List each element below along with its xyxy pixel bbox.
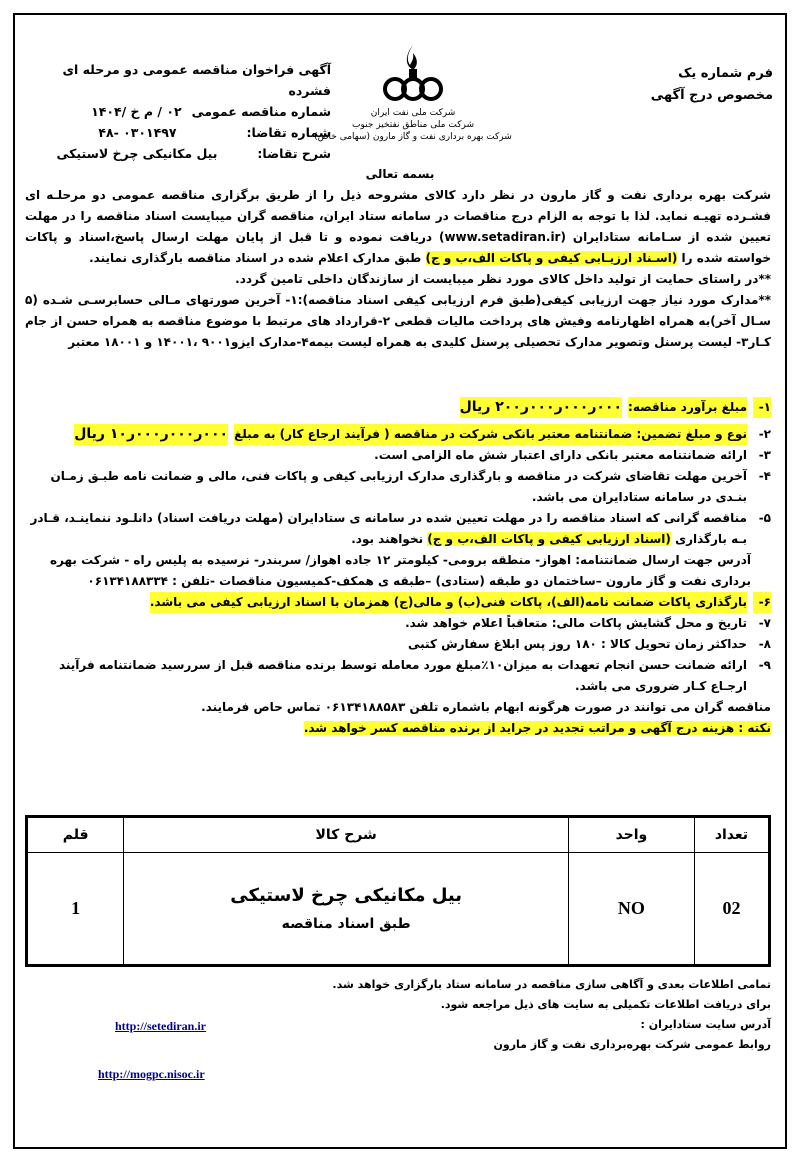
intro-p1-highlight: (اسـناد ارزیـابی کیفی و پاکات الف،ب و ج) xyxy=(425,251,678,265)
request-desc-row xyxy=(31,143,331,164)
tender-info xyxy=(31,59,331,164)
company-name-1: شرکت ملی نفت ایران xyxy=(370,108,456,118)
item-5-end: نخواهند بود. xyxy=(351,532,424,546)
footer-line-1: تمامی اطلاعات بعدی و آگاهی سازی مناقصه در سامانه ستاد بارگزاری خواهد شد. xyxy=(332,978,771,991)
item-9-text: ارائه ضمانت حسن انجام تعهدات به میزان۱۰٪مبلغ مورد معامله توسط برنده مناقصه قبل از سررسید ضمانتنامه فرآیند ارجـاع کـار ضروری می باشد. xyxy=(58,658,747,693)
company-logo xyxy=(314,41,512,143)
item-4: ۴- آخرین مهلت تقاضای شرکت در مناقصه و بارگذاری مدارک ارزیابی کیفی و پاکات فنی، مالی و ضمانت نامه طبـق زمـان بنـدی در سامانه ستادایران می باشد. xyxy=(25,466,771,508)
item-7-text: تاریخ و محل گشایش پاکات مالی: متعاقباً اعلام خواهد شد. xyxy=(405,616,747,630)
footer-line-3: آدرس سایت ستادایران : xyxy=(640,1018,771,1031)
item-5: ۵- مناقصه گرانی که اسناد مناقصه را در مهلت تعیین شده در سامانه ی ستادایران (مهلت دریافت اسناد) دانلـود ننماینـد، قـادر بـه بارگذاری (اسناد ارزیابی کیفی و پاکات الف،ب و ج) نخواهند بود. xyxy=(30,511,771,546)
cell-qty: 02 xyxy=(694,853,768,965)
intro-text xyxy=(25,185,771,353)
intro-p1-end: طبق مدارک اعلام شده در اسناد مناقصه بارگذاری نمایند. xyxy=(89,251,422,265)
item-1-value: ۰۰۰ر۰۰۰ر۰۰۰ر۲۰۰ ریال xyxy=(460,397,622,418)
cell-desc-2: طبق اسناد مناقصه xyxy=(281,916,411,932)
col-unit-header: واحد xyxy=(568,818,694,853)
item-5-highlight: (اسناد ارزیابی کیفی و پاکات الف،ب و ج) xyxy=(427,532,671,546)
mogpc-link[interactable]: http://mogpc.nisoc.ir xyxy=(98,1067,205,1081)
contact: مناقصه گران می توانند در صورت هرگونه ابهام باشماره تلفن ۰۶۱۳۴۱۸۸۵۸۳ تماس حاص فرمایند. xyxy=(201,700,771,714)
table-row xyxy=(28,853,769,965)
basmala: بسمه تعالی xyxy=(365,167,435,181)
item-9: ۹- ارائه ضمانت حسن انجام تعهدات به میزان۱۰٪مبلغ مورد معامله توسط برنده مناقصه قبل از سررسید ضمانتنامه فرآیند ارجـاع کـار ضروری می باشد. xyxy=(25,655,771,697)
col-qty-header: تعداد xyxy=(694,818,768,853)
item-2-text: نوع و مبلغ تضمین: ضمانتنامه معتبر بانکی شرکت در مناقصه ( فرآیند ارجاع کار) به مبلغ xyxy=(234,424,747,445)
item-3: ۳- ارائه ضمانتنامه معتبر بانکی دارای اعتبار شش ماه الزامی است. xyxy=(25,445,771,466)
footer xyxy=(25,975,771,1055)
form-number: فرم شماره یک xyxy=(678,66,773,81)
item-6-text: بارگذاری پاکات ضمانت نامه(الف)، پاکات فنی(ب) و مالی(ج) همزمان با اسناد ارزیابی کیفی می باشد. xyxy=(150,592,747,613)
company-name-2: شرکت ملی مناطق نفتخیز جنوب xyxy=(352,120,474,130)
nioc-logo-icon xyxy=(378,41,448,103)
footer-line-2: برای دریافت اطلاعات تکمیلی به سایت های ذیل مراجعه شود. xyxy=(440,998,771,1011)
notice-page xyxy=(13,13,787,1149)
request-desc-value: بیل مکانیکی چرخ لاستیکی xyxy=(56,146,218,161)
table-header-row xyxy=(28,818,769,853)
request-number-row xyxy=(31,122,331,143)
goods-table xyxy=(25,815,771,967)
item-6: ۶- بارگذاری پاکات ضمانت نامه(الف)، پاکات فنی(ب) و مالی(ج) همزمان با اسناد ارزیابی کیفی می باشد. xyxy=(25,592,771,613)
header xyxy=(15,15,785,181)
intro-p1: شرکت بهره برداری نفت و گاز مارون در نظر دارد کالای مشروحه ذیل را از طریق برگزاری مناقصه عمومی دو مرحلـه ای فشـرده تهیـه نماید. لذا با توجه به الزام درج مناقصات در سامانه ستاد ایران، مناقصه گران میبایست اسناد مناقصه را در مهلت تعیین شده از سـامانه ستادایران (www.setadiran.ir) دریافت نموده و تا قبل از پایان مهلت ارسال پاسخ،اسناد و پاکات خواسته شده را xyxy=(25,188,772,265)
form-use: مخصوص درج آگهی xyxy=(650,88,773,103)
col-item-header: قلم xyxy=(28,818,124,853)
col-desc-header: شرح کالا xyxy=(124,818,569,853)
note-text: نکته : هزینه درج آگهی و مراتب تجدید در جراید از برنده مناقصه کسر خواهد شد. xyxy=(303,721,771,735)
setadiran-link[interactable]: http://setediran.ir xyxy=(115,1019,206,1033)
intro-paragraph xyxy=(25,185,771,269)
request-number-value: ۰۳۰۱۴۹۷ -۴۸ xyxy=(98,125,177,140)
cell-item: 1 xyxy=(28,853,124,965)
item-1-label: مبلغ برآورد مناقصه: xyxy=(628,397,747,418)
form-info xyxy=(651,63,773,107)
item-1: ۱- مبلغ برآورد مناقصه: ۰۰۰ر۰۰۰ر۰۰۰ر۲۰۰ ریال xyxy=(25,397,771,418)
note xyxy=(25,718,771,739)
intro-p2: **در راستای حمایت از تولید داخل کالای مورد نظر میبایست از سازندگان داخلی تامین گردد. xyxy=(235,272,771,286)
request-desc-label: شرح تقاضا: xyxy=(257,146,331,161)
item-4-text: آخرین مهلت تقاضای شرکت در مناقصه و بارگذاری مدارک ارزیابی کیفی و پاکات فنی، مالی و ضمانت نامه طبـق زمـان بنـدی در سامانه ستادایران می باشد. xyxy=(50,469,747,504)
cell-desc-1: بیل مکانیکی چرخ لاستیکی xyxy=(230,885,463,906)
tender-items xyxy=(25,397,771,739)
cell-unit: NO xyxy=(568,853,694,965)
cell-desc xyxy=(124,853,569,965)
item-2: ۲- نوع و مبلغ تضمین: ضمانتنامه معتبر بانکی شرکت در مناقصه ( فرآیند ارجاع کار) به مبلغ ۰۰۰ر۰۰۰ر۰۰۰ر۱۰ ریال xyxy=(25,424,771,445)
item-3-text: ارائه ضمانتنامه معتبر بانکی دارای اعتبار شش ماه الزامی است. xyxy=(374,448,747,462)
tender-number-row xyxy=(31,101,331,122)
footer-line-4: روابط عمومی شرکت بهره‌برداری نفت و گاز مارون xyxy=(493,1038,771,1051)
request-number-label: شماره تقاضا: xyxy=(246,125,331,140)
notice-title: آگهی فراخوان مناقصه عمومی دو مرحله ای فشرده xyxy=(62,62,331,98)
address xyxy=(25,550,771,592)
item-2-value: ۰۰۰ر۰۰۰ر۰۰۰ر۱۰ ریال xyxy=(74,424,228,445)
item-8-text: حداکثر زمان تحویل کالا : ۱۸۰ روز پس ابلاغ سفارش کتبی xyxy=(408,637,747,651)
intro-p3: **مدارک مورد نیاز جهت ارزیابی کیفی(طبق فرم ارزیابی کیفی اسناد مناقصه):۱- آخرین صورتهای مـالی حسابرسـی شـده (۵ سـال آخر)به همراه اظهارنامه وفیش های پرداخت مالیات قطعی ۲-قرارداد های مرتبط با موضوع مناقصه به همراه حسن از جام کـار۳- لیست پرسنل وتصویر مدارک تحصیلی پرسنل کلیدی به همراه لیست بیمه۴-مدارک ایزو۹۰۰۱ ،۱۴۰۰۱ و ۱۸۰۰۱ معتبر xyxy=(25,293,771,349)
tender-number-value: ۰۲ / م خ /۱۴۰۴ xyxy=(91,104,182,119)
tender-number-label: شماره مناقصه عمومی xyxy=(191,104,331,119)
item-5-text: مناقصه گرانی که اسناد مناقصه را در مهلت تعیین شده در سامانه ی ستادایران (مهلت دریافت اسناد) دانلـود ننماینـد، قـادر بـه بارگذاری xyxy=(30,511,747,546)
company-name-3: شرکت بهره برداری نفت و گاز مارون (سهامی خاص) xyxy=(314,132,512,142)
item-7: ۷- تاریخ و محل گشایش پاکات مالی: متعاقباً اعلام خواهد شد. xyxy=(25,613,771,634)
item-8: ۸- حداکثر زمان تحویل کالا : ۱۸۰ روز پس ابلاغ سفارش کتبی xyxy=(25,634,771,655)
address-text: آدرس جهت ارسال ضمانتنامه: اهواز- منطقه برومی- کیلومتر ۱۲ جاده اهواز/ سربندر- نرسیده به پلیس راه - شرکت بهره برداری نفت و گاز مارون –ساختمان دو طبقه (ستادی) –طبقه ی همکف-کمیسیون مناقصات -تلفن : ۰۶۱۳۴۱۸۸۳۳۴ xyxy=(49,553,751,588)
